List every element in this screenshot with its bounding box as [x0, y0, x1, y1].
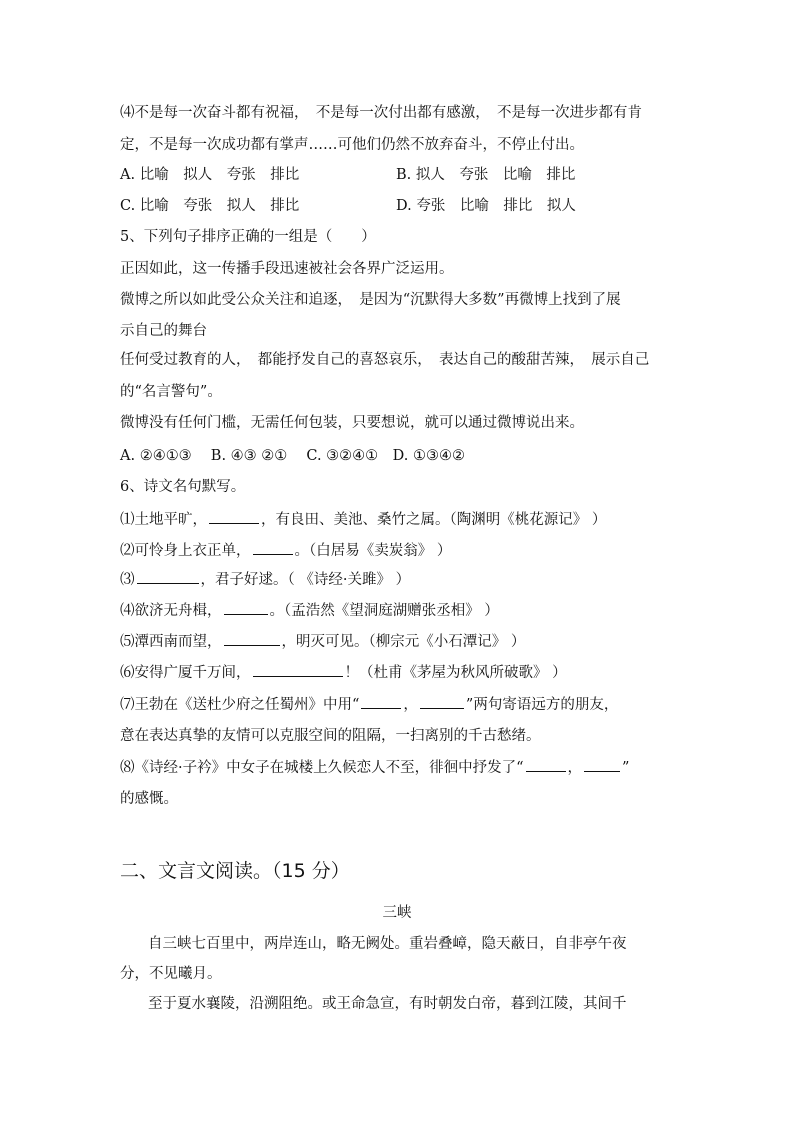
q6-item-7-blank-2[interactable] — [420, 694, 464, 709]
q5-options: A. ②④①③ B. ④③ ②① C. ③②④① D. ①③④② — [120, 448, 465, 464]
passage-p1-line1: 自三峡七百里中，两岸连山，略无阙处。重岩叠嶂，隐天蔽日，自非亭午夜 — [148, 936, 627, 952]
q6-item-8-prefix: ⑻《诗经·子衿》中女子在城楼上久候恋人不至，徘徊中抒发了“ — [120, 760, 524, 776]
q4-option-b: B. 拟人 夸张 比喻 排比 — [396, 167, 576, 183]
q5-sentence-2-line2: 示自己的舞台 — [120, 323, 207, 339]
q6-item-8-comma: ， — [567, 760, 583, 776]
q6-item-7-blank-1[interactable] — [361, 694, 401, 709]
q6-item-1-suffix: ，有良田、美池、桑竹之属。（陶渊明《桃花源记》 ） — [261, 512, 607, 528]
q6-item-3-blank[interactable] — [137, 569, 199, 584]
q6-item-7 — [120, 694, 680, 715]
q6-item-4 — [120, 600, 680, 621]
q4-option-c: C. 比喻 夸张 拟人 排比 — [120, 198, 300, 214]
passage-p1-line2: 分，不见曦月。 — [120, 966, 222, 982]
q6-item-4-suffix: 。（孟浩然《望洞庭湖赠张丞相》 ） — [269, 603, 499, 619]
q6-item-3-prefix: ⑶ — [120, 572, 135, 588]
q6-item-6-suffix: ！（杜甫《茅屋为秋风所破歌》 ） — [344, 665, 567, 681]
q5-sentence-3-line2: 的“名言警句”。 — [120, 384, 222, 400]
q6-item-4-blank[interactable] — [224, 600, 268, 615]
passage-title: 三峡 — [382, 905, 412, 921]
q6-item-6-blank[interactable] — [253, 662, 343, 677]
q6-item-5-prefix: ⑸潭西南而望， — [120, 634, 222, 650]
q6-item-5-suffix: ，明灭可见。（柳宗元《小石潭记》 ） — [281, 634, 526, 650]
q6-item-2-blank[interactable] — [253, 540, 293, 555]
q6-item-2-suffix: 。（白居易《卖炭翁》 ） — [294, 543, 452, 559]
q6-item-1 — [120, 509, 680, 530]
q6-item-1-blank[interactable] — [209, 509, 259, 524]
q4-item4-line1: ⑷不是每一次奋斗都有祝福， 不是每一次付出都有感激， 不是每一次进步都有肯 — [120, 105, 642, 121]
q5-sentence-4: 微博没有任何门槛，无需任何包装，只要想说，就可以通过微博说出来。 — [120, 415, 584, 431]
q6-item-5 — [120, 631, 680, 652]
q4-item4-line2: 定，不是每一次成功都有掌声……可他们仍然不放弃奋斗，不停止付出。 — [120, 137, 584, 153]
q6-item-2 — [120, 540, 680, 561]
q6-item-8 — [120, 757, 680, 778]
q5-question: 5、下列句子排序正确的一组是（ ） — [120, 229, 376, 245]
q6-item-8-line2: 的感慨。 — [120, 791, 178, 807]
q6-item-6 — [120, 662, 680, 683]
q6-item-7-comma: ， — [403, 697, 418, 713]
q4-option-d: D. 夸张 比喻 排比 拟人 — [396, 198, 576, 214]
q6-item-2-prefix: ⑵可怜身上衣正单， — [120, 543, 251, 559]
q5-sentence-1: 正因如此，这一传播手段迅速被社会各界广泛运用。 — [120, 261, 454, 277]
q4-option-a: A. 比喻 拟人 夸张 排比 — [120, 167, 300, 183]
q6-item-7-prefix: ⑺王勃在《送杜少府之任蜀州》中用“ — [120, 697, 360, 713]
q5-sentence-2-line1: 微博之所以如此受公众关注和追逐， 是因为“沉默得大多数”再微博上找到了展 — [120, 292, 621, 308]
q6-item-7-line2: 意在表达真挚的友情可以克服空间的阻隔，一扫离别的千古愁绪。 — [120, 728, 541, 744]
q6-question: 6、诗文名句默写。 — [120, 479, 246, 495]
q6-item-6-prefix: ⑹安得广厦千万间， — [120, 665, 251, 681]
q6-item-4-prefix: ⑷欲济无舟楫， — [120, 603, 222, 619]
q6-item-8-blank-1[interactable] — [526, 757, 566, 772]
q6-item-8-blank-2[interactable] — [584, 757, 620, 772]
passage-p2-line1: 至于夏水襄陵，沿溯阻绝。或王命急宣，有时朝发白帝，暮到江陵，其间千 — [148, 996, 627, 1012]
q6-item-3 — [120, 569, 680, 590]
section-heading: 二、文言文阅读。（15 分） — [120, 860, 350, 882]
q6-item-8-suffix: ” — [622, 760, 630, 776]
q6-item-3-suffix: ，君子好逑。（ 《诗经·关雎》 ） — [200, 572, 411, 588]
q5-sentence-3-line1: 任何受过教育的人， 都能抒发自己的喜怒哀乐， 表达自己的酸甜苦辣， 展示自己 — [120, 352, 650, 368]
q6-item-7-suffix: ”两句寄语远方的朋友， — [465, 697, 619, 713]
q6-item-5-blank[interactable] — [224, 631, 280, 646]
q6-item-1-prefix: ⑴土地平旷， — [120, 512, 207, 528]
